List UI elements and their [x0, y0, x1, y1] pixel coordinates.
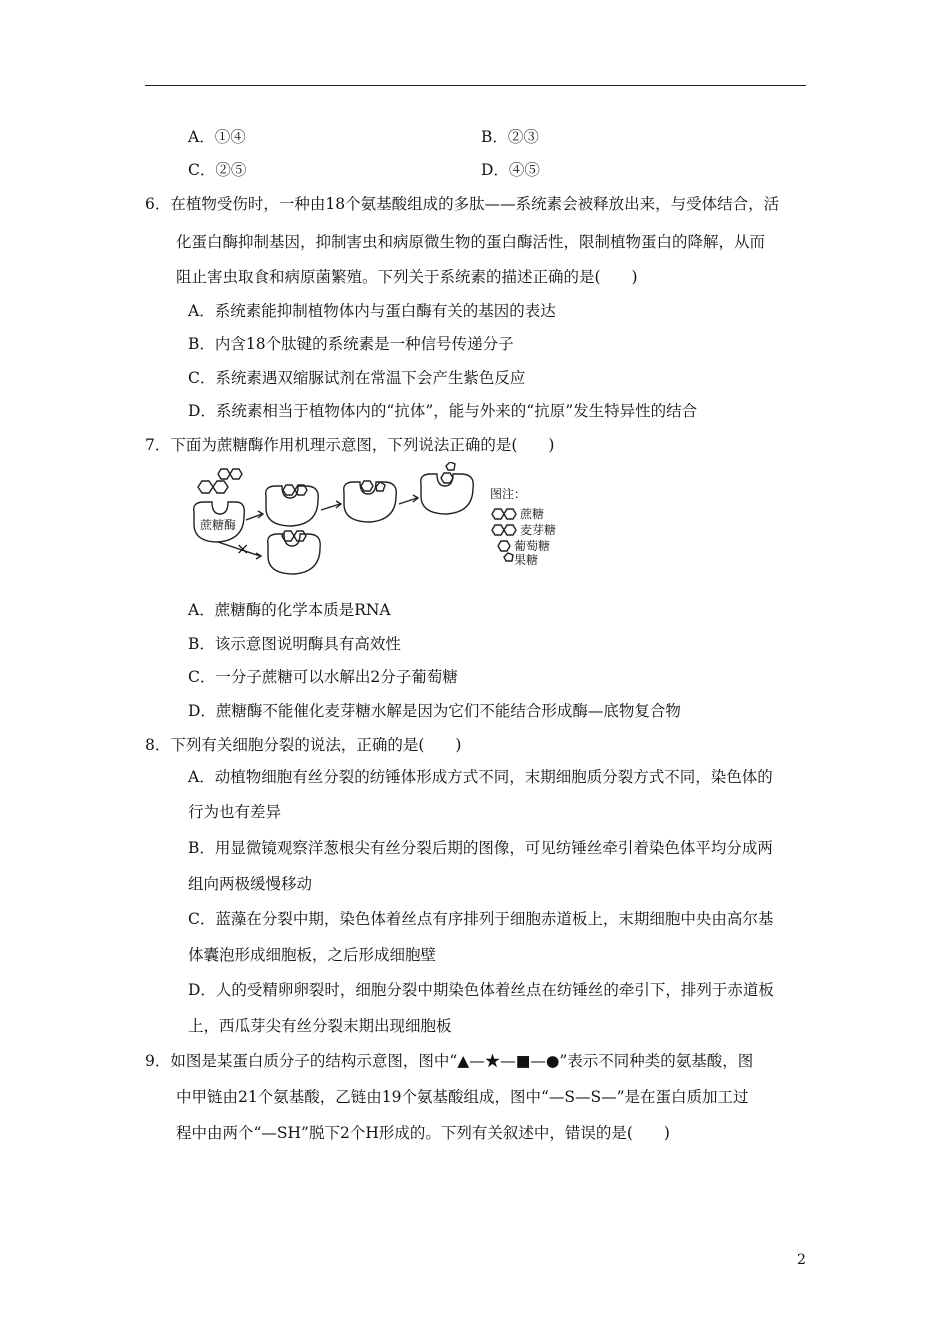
q6-stem-line-3: 阻止害虫取食和病原菌繁殖。下列关于系统素的描述正确的是( ): [176, 268, 638, 286]
q7-option-d: D．蔗糖酶不能催化麦芽糖水解是因为它们不能结合形成酶—底物复合物: [188, 702, 681, 720]
q6-option-d: D．系统素相当于植物体内的“抗体”，能与外来的“抗原”发生特异性的结合: [188, 402, 698, 420]
q9-stem-line-1: 9．如图是某蛋白质分子的结构示意图，图中“▲—★—■—●”表示不同种类的氨基酸，图: [145, 1052, 754, 1070]
sucrose-icon: [198, 481, 213, 493]
q9-stem-line-2: 中甲链由21个氨基酸，乙链由19个氨基酸组成，图中“—S—S—”是在蛋白质加工过: [176, 1088, 749, 1106]
q5-option-d: D．④⑤: [481, 161, 540, 179]
header-rule: [145, 85, 806, 86]
blocked-mark: ×: [236, 539, 250, 558]
q8-stem: 8．下列有关细胞分裂的说法，正确的是( ): [145, 736, 462, 754]
q7-option-b: B．该示意图说明酶具有高效性: [188, 635, 401, 653]
q7-stem: 7．下面为蔗糖酶作用机理示意图，下列说法正确的是( ): [145, 436, 555, 454]
q5-option-b: B．②③: [481, 128, 539, 146]
q8-option-a-line-1: A．动植物细胞有丝分裂的纺锤体形成方式不同，末期细胞质分裂方式不同，染色体的: [188, 768, 773, 786]
sucrase-mechanism-diagram: [188, 462, 568, 578]
q5-option-a: A．①④: [188, 128, 246, 146]
enzyme-label: 蔗糖酶: [200, 518, 237, 532]
page-number: 2: [797, 1252, 806, 1268]
q9-stem-line-3: 程中由两个“—SH”脱下2个H形成的。下列有关叙述中，错误的是( ): [176, 1124, 670, 1142]
q6-stem-line-2: 化蛋白酶抑制基因，抑制害虫和病原微生物的蛋白酶活性，限制植物蛋白的降解，从而: [176, 233, 766, 251]
q8-option-d-line-1: D．人的受精卵卵裂时，细胞分裂中期染色体着丝点在纺锤丝的牵引下，排列于赤道板: [188, 981, 774, 999]
enzyme-3-shape: [344, 482, 397, 522]
q8-option-c-line-2: 体囊泡形成细胞板，之后形成细胞壁: [188, 946, 437, 964]
legend-glucose: 葡萄糖: [514, 539, 551, 553]
q5-option-c: C．②⑤: [188, 161, 247, 179]
enzyme-2-shape: [266, 486, 319, 526]
q8-option-a-line-2: 行为也有差异: [188, 803, 282, 821]
q7-option-a: A．蔗糖酶的化学本质是RNA: [188, 601, 391, 619]
q6-stem-line-1: 6．在植物受伤时，一种由18个氨基酸组成的多肽——系统素会被释放出来，与受体结合，活: [145, 195, 780, 213]
enzyme-4-shape: [421, 474, 474, 514]
legend-fructose: 果糖: [514, 553, 539, 567]
q8-option-c-line-1: C．蓝藻在分裂中期，染色体着丝点有序排列于细胞赤道板上，末期细胞中央由高尔基: [188, 910, 774, 928]
q6-option-b: B．内含18个肽键的系统素是一种信号传递分子: [188, 335, 514, 353]
legend-sucrose: 蔗糖: [520, 507, 545, 521]
legend-maltose: 麦芽糖: [520, 523, 557, 537]
q7-option-c: C．一分子蔗糖可以水解出2分子葡萄糖: [188, 668, 458, 686]
enzyme-5-shape: [268, 534, 321, 574]
maltose-icon: [218, 469, 230, 479]
legend-title: 图注：: [490, 487, 527, 501]
q6-option-c: C．系统素遇双缩脲试剂在常温下会产生紫色反应: [188, 369, 526, 387]
q8-option-d-line-2: 上，西瓜芽尖有丝分裂末期出现细胞板: [188, 1017, 452, 1035]
q8-option-b-line-1: B．用显微镜观察洋葱根尖有丝分裂后期的图像，可见纺锤丝牵引着染色体平均分成两: [188, 839, 773, 857]
q6-option-a: A．系统素能抑制植物体内与蛋白酶有关的基因的表达: [188, 302, 556, 320]
q8-option-b-line-2: 组向两极缓慢移动: [188, 875, 313, 893]
